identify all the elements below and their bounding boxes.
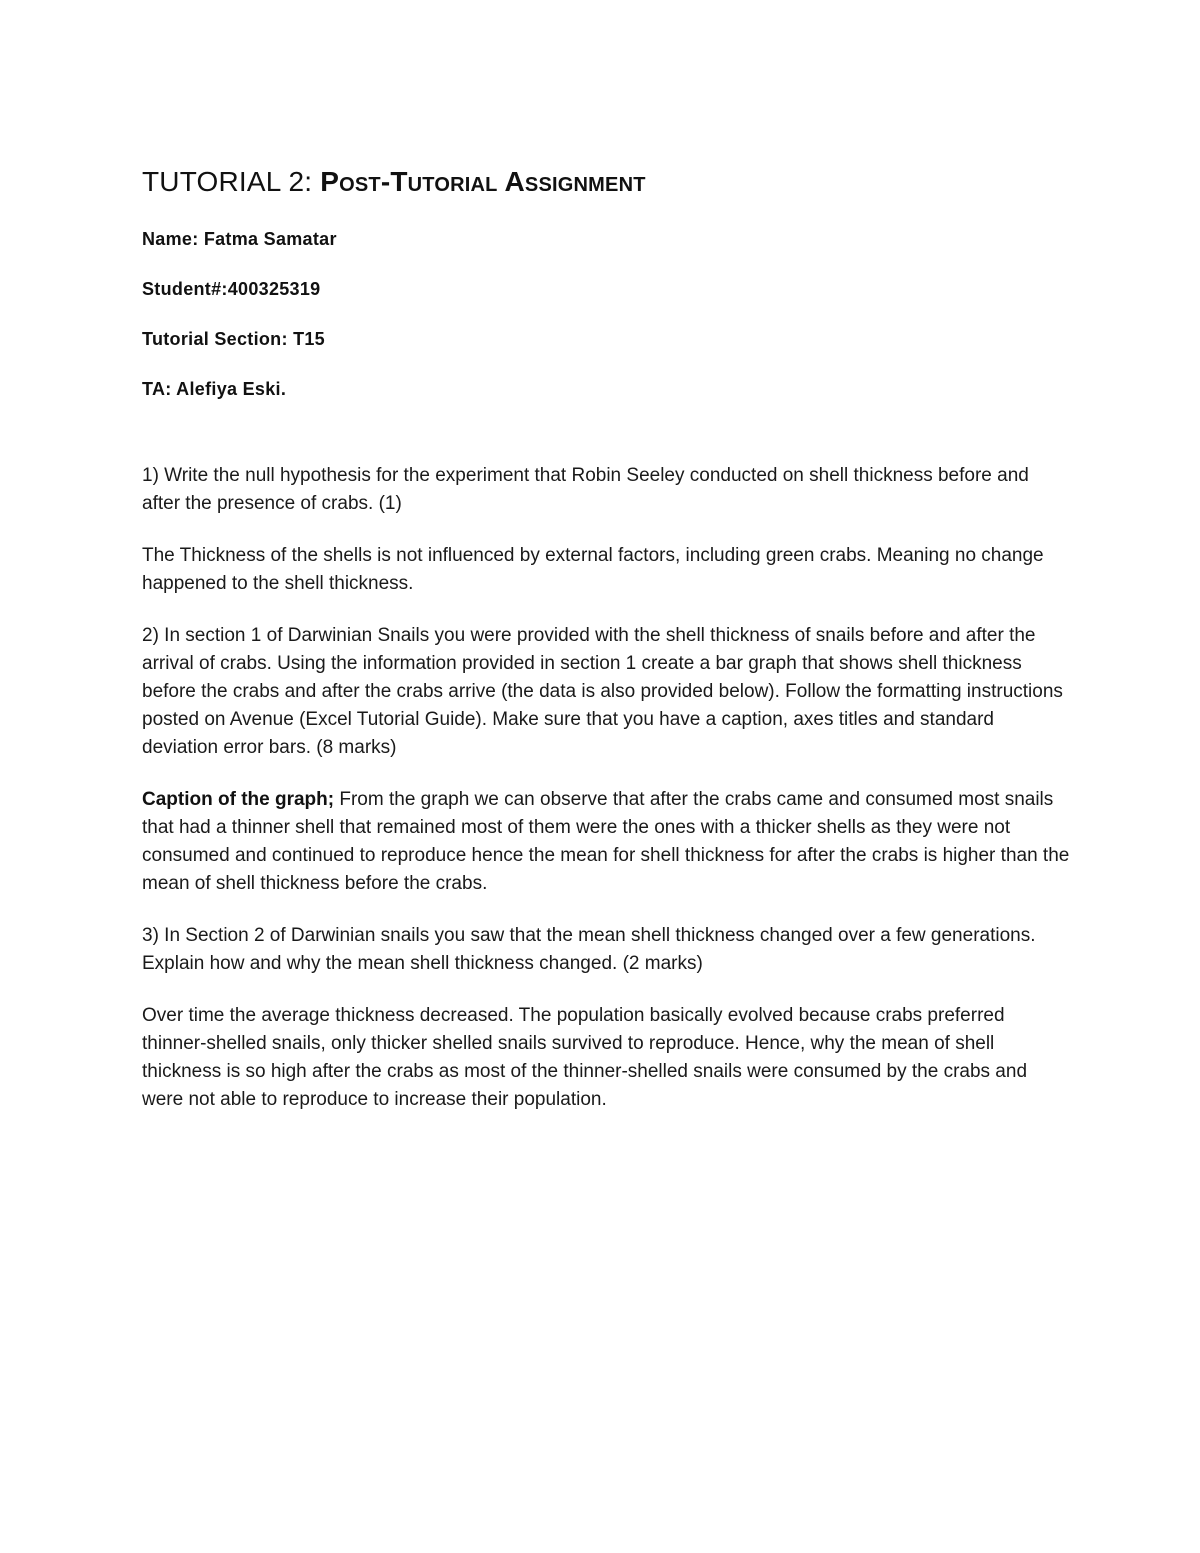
student-number: Student#:400325319 (142, 279, 321, 299)
student-name: Name: Fatma Samatar (142, 229, 337, 249)
question-1: 1) Write the null hypothesis for the experiment that Robin Seeley conducted on shell thickness before and after the presence of crabs. (1) (142, 465, 1029, 514)
answer-3: Over time the average thickness decreased. The population basically evolved because crabs preferred thinner-shelled snails, only thicker shelled snails survived to reproduce. Hence, why the mean of shell thickness is so high after the crabs as most of the thinner-shelled snails were consumed by the crabs and were not able to reproduce to increase their population. (142, 1005, 1028, 1110)
teaching-assistant: TA: Alefiya Eski. (142, 379, 287, 399)
title-lead: TUTORIAL 2: (142, 166, 321, 197)
questions (142, 462, 1072, 1114)
question-2: 2) In section 1 of Darwinian Snails you were provided with the shell thickness of snails before and after the arrival of crabs. Using the information provided in section 1 create a bar graph that shows shell thickness before the crabs and after the crabs arrive (the data is also provided below). Follow the formatting instructions posted on Avenue (Excel Tutorial Guide). Make sure that you have a caption, axes titles and standard deviation error bars. (8 marks) (142, 625, 1063, 758)
title-rest: Post-Tutorial Assignment (320, 166, 646, 197)
answer-2 (142, 786, 1072, 898)
answer-1: The Thickness of the shells is not influenced by external factors, including green crabs. Meaning no change happened to the shell thickness. (142, 545, 1044, 594)
question-3: 3) In Section 2 of Darwinian snails you saw that the mean shell thickness changed over a few generations. Explain how and why the mean shell thickness changed. (2 marks) (142, 925, 1036, 974)
tutorial-section: Tutorial Section: T15 (142, 329, 325, 349)
caption-text: From the graph we can observe that after the crabs came and consumed most snails that had a thinner shell that remained most of them were the ones with a thicker shells as they were not consumed and continued to reproduce hence the mean for shell thickness for after the crabs is higher than the mean of shell thickness before the crabs. (142, 789, 1070, 894)
document-title (142, 164, 1072, 200)
document-content (142, 164, 1072, 1138)
caption-label: Caption of the graph; (142, 789, 335, 810)
student-info (142, 228, 1072, 400)
